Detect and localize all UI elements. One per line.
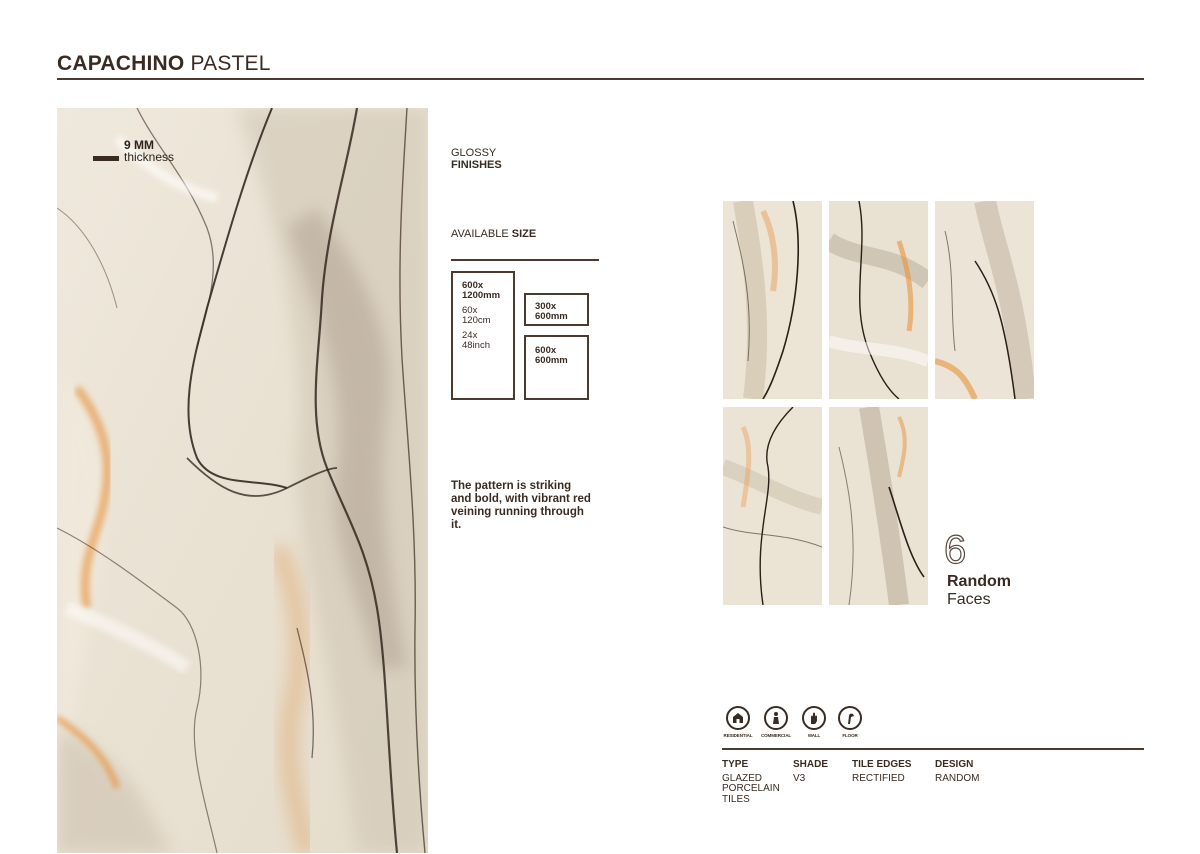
face-tile-2 [829,201,928,399]
faces-label-random: Random [947,573,1011,590]
application-label: FLOOR [842,733,858,738]
title-bold: CAPACHINO [57,52,185,75]
spec-design [935,760,979,784]
spec-shade [793,760,828,784]
face-tile-4 [723,407,822,605]
page-title [57,52,271,76]
size-main-cm: 60x 120cm [462,305,491,326]
spec-value: RECTIFIED [852,772,905,784]
spec-heading: TYPE [722,759,749,770]
pattern-description: The pattern is striking and bold, with vibrant red veining running through it. [451,480,591,531]
faces-label-faces: Faces [947,591,991,608]
size-600x600-label: 600x 600mm [535,345,568,366]
available-size-heading [451,228,536,240]
application-wall [797,706,831,738]
application-label: WALL [807,733,821,738]
faces-count: 6 [944,528,967,572]
application-label: RESIDENTIAL [723,733,753,738]
size-box-300x600 [524,293,589,326]
face-tile-5 [829,407,928,605]
application-residential [721,706,755,738]
size-main-mm: 600x 1200mm [462,280,501,301]
application-label: COMMERCIAL [761,733,791,738]
size-main-inch: 24x 48inch [462,330,490,351]
size-box-600x600 [524,335,589,400]
face-tile-1 [723,201,822,399]
marble-slab-image [57,108,428,853]
size-box-main [451,271,515,400]
size-divider [451,259,599,261]
thickness-value: 9 MM [124,138,154,152]
face-tile-3 [935,201,1034,399]
spec-value: GLAZED PORCELAIN TILES [722,772,780,805]
spec-value: RANDOM [935,772,980,784]
commercial-icon [764,706,788,730]
application-floor [833,706,867,738]
available-size-light: AVAILABLE [451,228,509,240]
thickness-label: thickness [124,150,175,164]
finish-block [451,147,502,171]
title-light: PASTEL [190,52,271,75]
spec-heading: DESIGN [935,759,974,770]
finish-type: GLOSSY [451,147,497,159]
thickness-bar [93,156,119,161]
spec-tile-edges [852,760,911,784]
wall-icon [802,706,826,730]
finish-label: FINISHES [451,159,502,171]
spec-heading: TILE EDGES [852,759,912,770]
spec-divider [722,748,1144,750]
application-commercial [759,706,793,738]
title-divider [57,78,1144,80]
spec-type [722,760,786,805]
spec-value: V3 [793,772,806,784]
residential-icon [726,706,750,730]
available-size-bold: SIZE [511,228,537,240]
size-300x600-label: 300x 600mm [535,301,568,322]
spec-heading: SHADE [793,759,829,770]
floor-icon [838,706,862,730]
